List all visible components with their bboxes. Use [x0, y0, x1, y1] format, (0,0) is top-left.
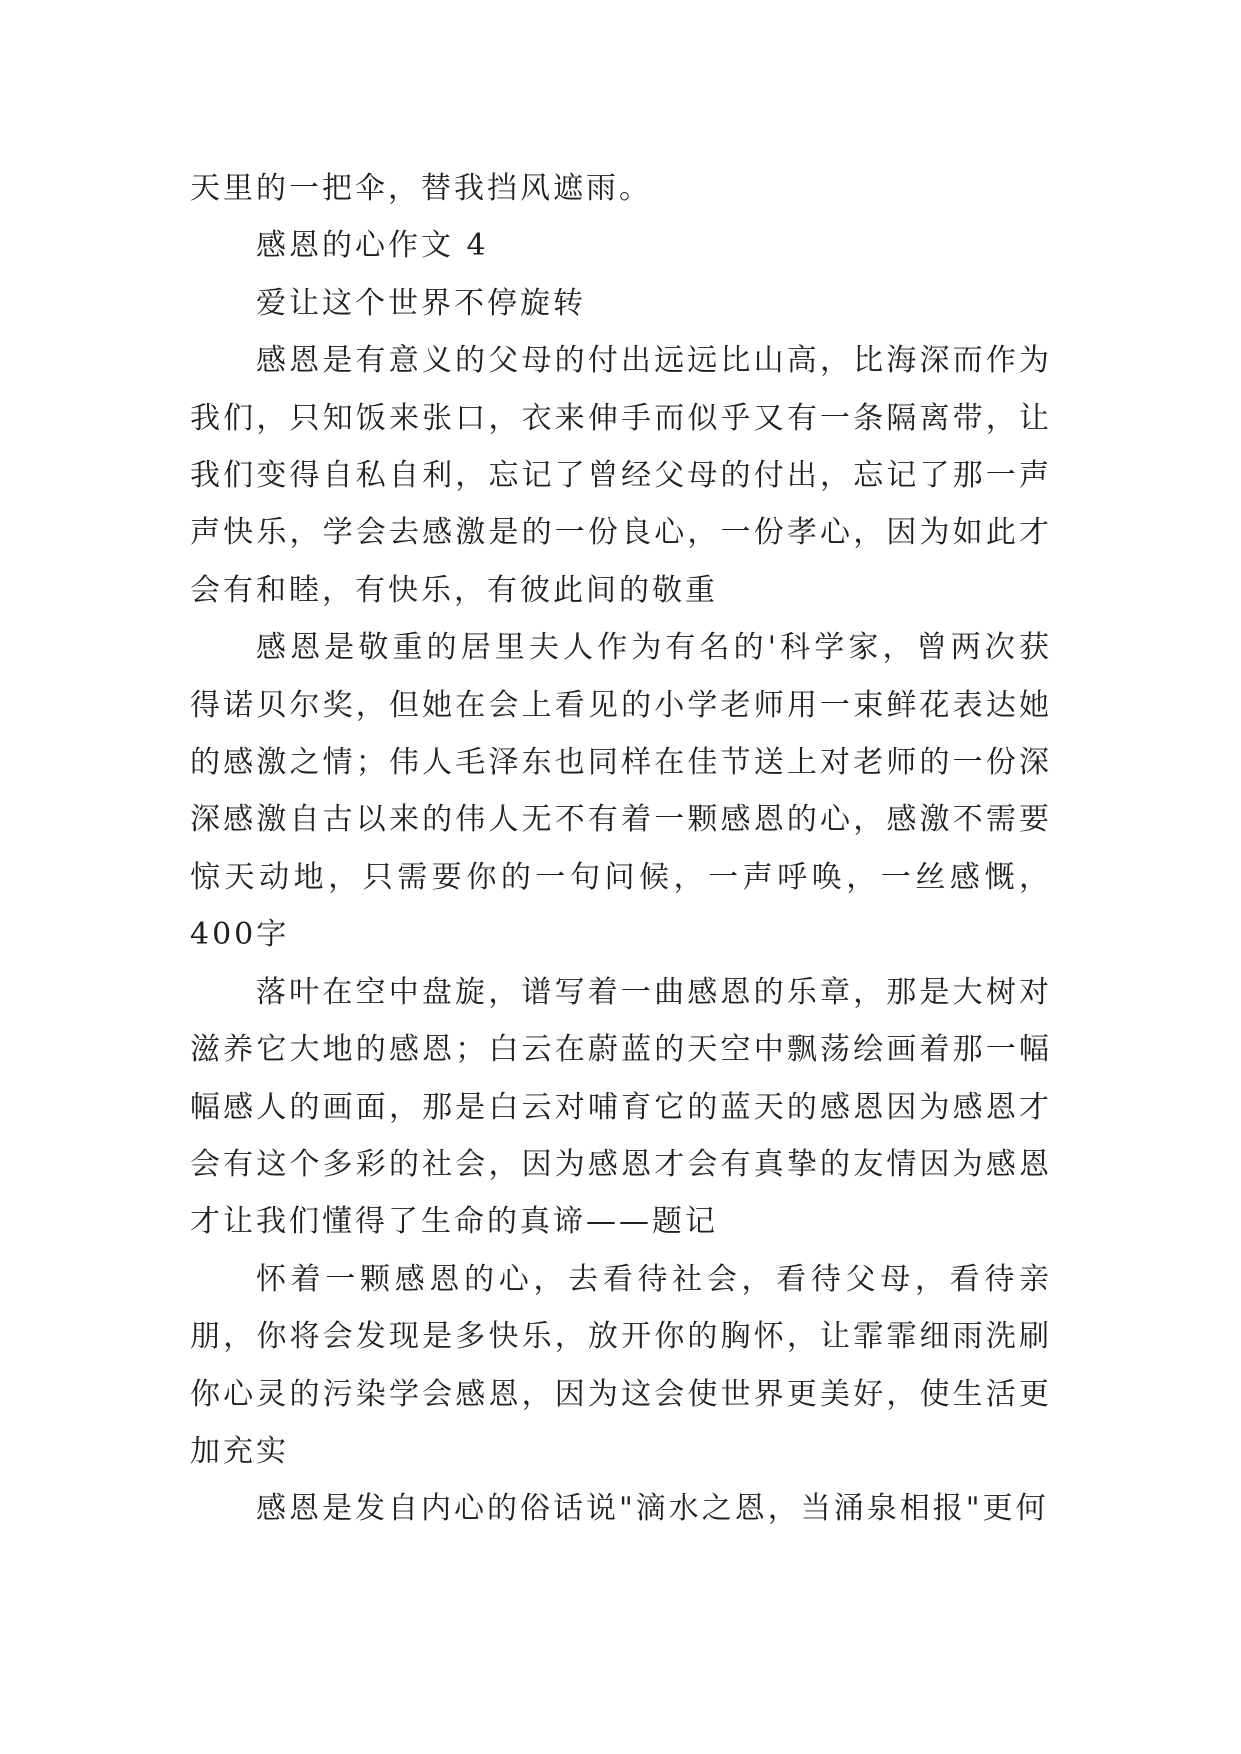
essay-heading: 感恩的心作文 4 — [256, 228, 489, 264]
document-body — [190, 160, 1052, 1538]
paragraph-continuation: 天里的一把伞，替我挡风遮雨。 — [190, 171, 652, 206]
paragraph: 落叶在空中盘旋，谱写着一曲感恩的乐章，那是大树对滋养它大地的感恩；白云在蔚蓝的天空中飘荡绘画着那一幅幅感人的画面，那是白云对哺育它的蓝天的感恩因为感恩才会有这个多彩的社会，因为感恩才会有真挚的友情因为感恩才让我们懂得了生命的真谛——题记 — [190, 974, 1052, 1240]
paragraph: 怀着一颗感恩的心，去看待社会，看待父母，看待亲朋，你将会发现是多快乐，放开你的胸怀，让霏霏细雨洗刷你心灵的污染学会感恩，因为这会使世界更美好，使生活更加充实 — [190, 1261, 1052, 1469]
paragraph: 感恩是敬重的居里夫人作为有名的'科学家，曾两次获得诺贝尔奖，但她在会上看见的小学老师用一束鲜花表达她的感激之情；伟人毛泽东也同样在佳节送上对老师的一份深深感激自古以来的伟人无不有着一颗感恩的心，感激不需要惊天动地，只需要你的一句问候，一声呼唤，一丝感慨，400字 — [190, 630, 1052, 953]
paragraph: 感恩是有意义的父母的付出远远比山高，比海深而作为我们，只知饭来张口，衣来伸手而似乎又有一条隔离带，让我们变得自私自利，忘记了曾经父母的付出，忘记了那一声声快乐，学会去感激是的一份良心，一份孝心，因为如此才会有和睦，有快乐，有彼此间的敬重 — [190, 343, 1052, 608]
paragraph: 感恩是发自内心的俗话说"滴水之恩，当涌泉相报"更何 — [256, 1491, 1049, 1527]
essay-subtitle: 爱让这个世界不停旋转 — [256, 285, 586, 321]
